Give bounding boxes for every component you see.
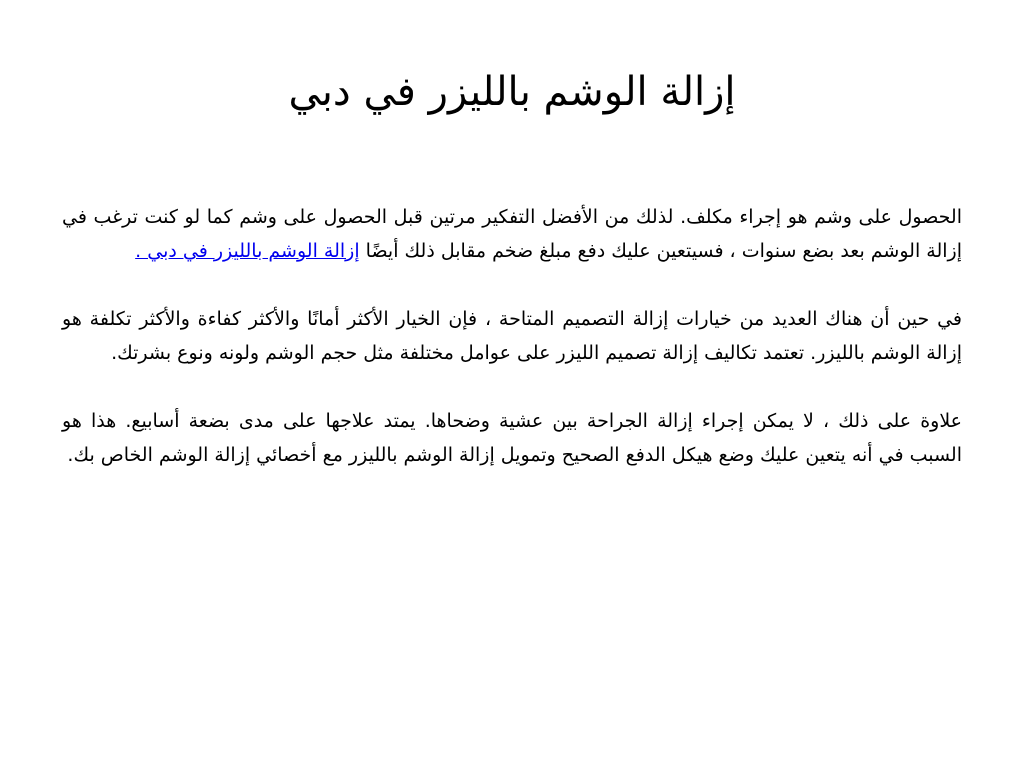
paragraph-2-text: في حين أن هناك العديد من خيارات إزالة التصميم المتاحة ، فإن الخيار الأكثر أمانًا والأكثر كفاءة والأكثر تكلفة هو إزالة الوشم بالليزر. تعتمد تكاليف إزالة تصميم الليزر على عوامل مختلفة مثل حجم الوشم ولونه ونوع بشرتك. <box>62 308 962 364</box>
paragraph-3 <box>62 404 962 472</box>
slide-body <box>62 200 962 506</box>
paragraph-1 <box>62 200 962 268</box>
paragraph-3-text: علاوة على ذلك ، لا يمكن إجراء إزالة الجراحة بين عشية وضحاها. يمتد علاجها على مدى بضعة أسابيع. هذا هو السبب في أنه يتعين عليك وضع هيكل الدفع الصحيح وتمويل إزالة الوشم بالليزر مع أخصائي إزالة الوشم الخاص بك. <box>62 410 962 466</box>
paragraph-2 <box>62 302 962 370</box>
laser-tattoo-removal-link[interactable]: إزالة الوشم بالليزر في دبي . <box>135 240 360 262</box>
paragraph-1-text: الحصول على وشم هو إجراء مكلف. لذلك من الأفضل التفكير مرتين قبل الحصول على وشم كما لو كنت ترغب في إزالة الوشم بعد بضع سنوات ، فسيتعين عليك دفع مبلغ ضخم مقابل ذلك أيضًا <box>62 206 962 262</box>
slide-title: إزالة الوشم بالليزر في دبي <box>288 69 736 115</box>
